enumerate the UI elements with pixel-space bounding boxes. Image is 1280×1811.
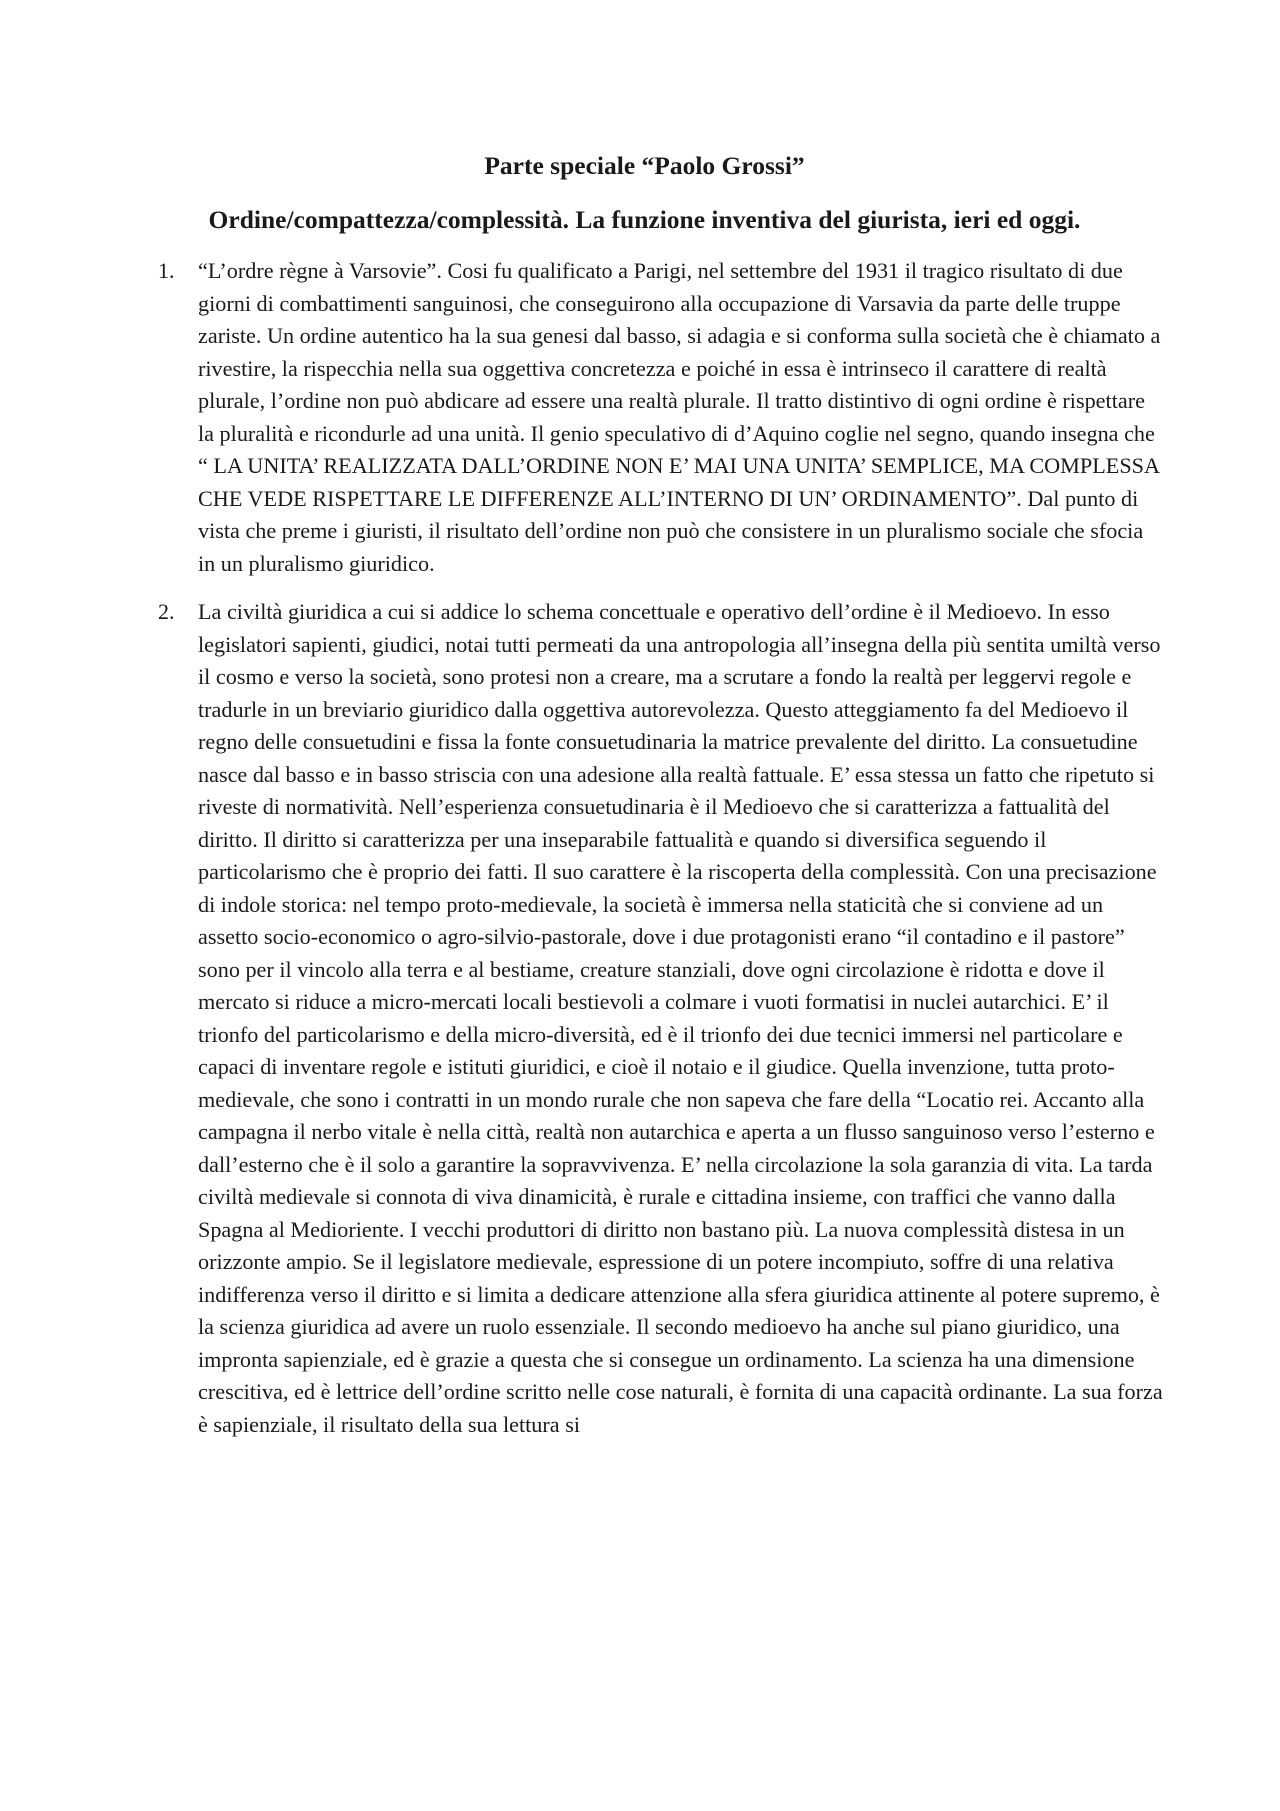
paragraph-number: 1.	[158, 258, 175, 283]
paragraph-number: 2.	[158, 599, 175, 624]
document-title: Parte speciale “Paolo Grossi”	[484, 151, 805, 180]
document-subtitle: Ordine/compattezza/complessità. La funzione inventiva del giurista, ieri ed oggi.	[208, 205, 1081, 234]
paragraph-text: La civiltà giuridica a cui si addice lo schema concettuale e operativo dell’ordine è il Medioevo. In esso legislatori sapienti, giudici, notai tutti permeati da una antropologia all’insegna della più sentita umiltà verso il cosmo e verso la società, sono protesi non a creare, ma a scrutare a fondo la realtà per leggervi regole e tradurle in un breviario giuridico dalla oggettiva autorevolezza. Questo atteggiamento fa del Medioevo il regno delle consuetudini e fissa la fonte consuetudinaria la matrice prevalente del diritto. La consuetudine nasce dal basso e in basso striscia con una adesione alla realtà fattuale. E’ essa stessa un fatto che ripetuto si riveste di normatività. Nell’esperienza consuetudinaria è il Medioevo che si caratterizza a fattualità del diritto. Il diritto si caratterizza per una inseparabile fattualità e quando si diversifica seguendo il particolarismo che è proprio dei fatti. Il suo carattere è la riscoperta della complessità. Con una precisazione di indole storica: nel tempo proto-medievale, la società è immersa nella staticità che si conviene ad un assetto socio-economico o agro-silvio-pastorale, dove i due protagonisti erano “il contadino e il pastore” sono per il vincolo alla terra e al bestiame, creature stanziali, dove ogni circolazione è ridotta e dove il mercato si riduce a micro-mercati locali bestievoli a colmare i vuoti formatisi in nuclei autarchici. E’ il trionfo del particolarismo e della micro-diversità, ed è il trionfo dei due tecnici immersi nel particolare e capaci di inventare regole e istituti giuridici, e cioè il notaio e il giudice. Quella invenzione, tutta proto-medievale, che sono i contratti in un mondo rurale che non sapeva che fare della “Locatio rei. Accanto alla campagna il nerbo vitale è nella città, realtà non autarchica e aperta a un flusso sanguinoso verso l’esterno e dall’esterno che è il solo a garantire la sopravvivenza. E’ nella circolazione la sola garanzia di vita. La tarda civiltà medievale si connota di viva dinamicità, è rurale e cittadina insieme, con traffici che vanno dalla Spagna al Medioriente. I vecchi produttori di diritto non bastano più. La nuova complessità distesa in un orizzonte ampio. Se il legislatore medievale, espressione di un potere incompiuto, soffre di una relativa indifferenza verso il diritto e si limita a dedicare attenzione alla sfera giuridica attinente al potere supremo, è la scienza giuridica ad avere un ruolo essenziale. Il secondo medioevo ha anche sul piano giuridico, una impronta sapienziale, ed è grazie a questa che si consegue un ordinamento. La scienza ha una dimensione crescitiva, ed è lettrice dell’ordine scritto nelle cose naturali, è fornita di una capacità ordinante. La sua forza è sapienziale, il risultato della sua lettura si	[198, 599, 1163, 1437]
list-item	[124, 596, 1165, 1441]
numbered-paragraph-list	[124, 255, 1165, 1441]
paragraph-text: “L’ordre règne à Varsovie”. Cosi fu qualificato a Parigi, nel settembre del 1931 il tragico risultato di due giorni di combattimenti sanguinosi, che conseguirono alla occupazione di Varsavia da parte delle truppe zariste. Un ordine autentico ha la sua genesi dal basso, si adagia e si conforma sulla società che è chiamato a rivestire, la rispecchia nella sua oggettiva concretezza e poiché in essa è intrinseco il carattere di realtà plurale, l’ordine non può abdicare ad essere una realtà plurale. Il tratto distintivo di ogni ordine è rispettare la pluralità e ricondurle ad una unità. Il genio speculativo di d’Aquino coglie nel segno, quando insegna che “ LA UNITA’ REALIZZATA DALL’ORDINE NON E’ MAI UNA UNITA’ SEMPLICE, MA COMPLESSA CHE VEDE RISPETTARE LE DIFFERENZE ALL’INTERNO DI UN’ ORDINAMENTO”. Dal punto di vista che preme i giuristi, il risultato dell’ordine non può che consistere in un pluralismo sociale che sfocia in un pluralismo giuridico.	[198, 258, 1161, 576]
list-item	[124, 255, 1165, 580]
